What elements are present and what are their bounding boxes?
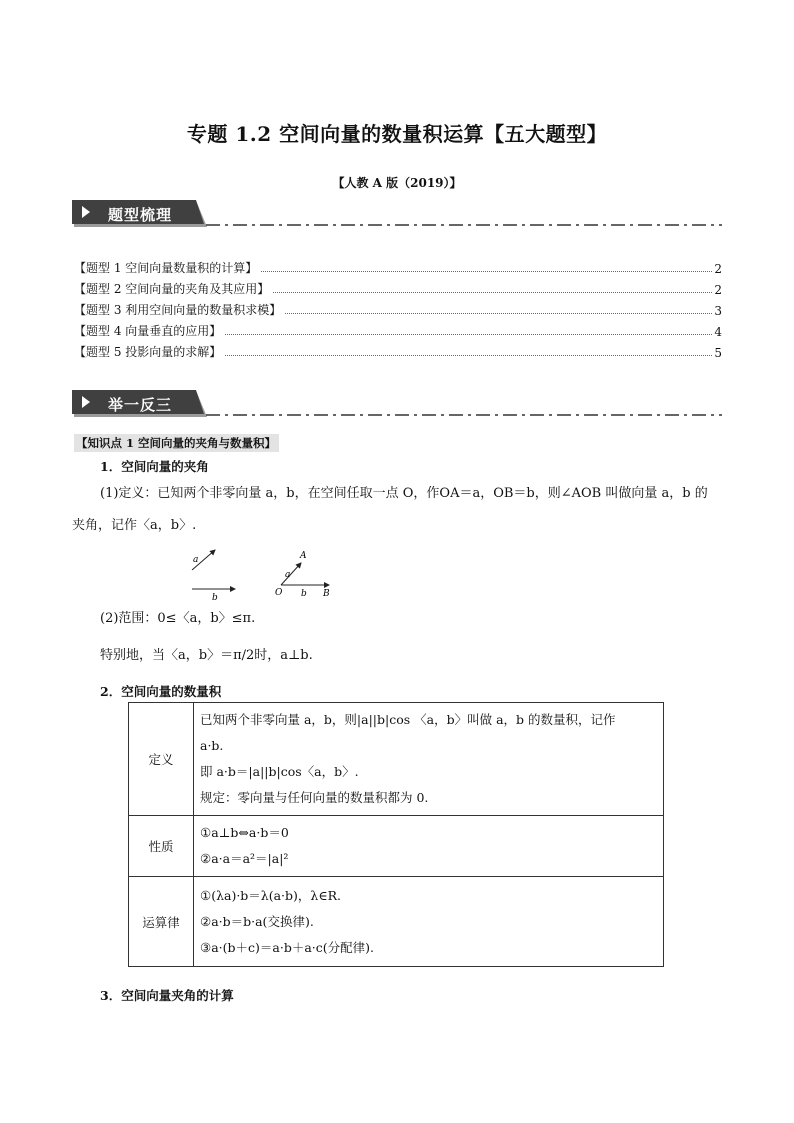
toc-page: 4 <box>714 325 722 339</box>
table-line: ②a·b＝b·a(交换律). <box>200 913 314 929</box>
table-row <box>129 816 664 877</box>
table-line: 规定：零向量与任何向量的数量积都为 0. <box>200 790 429 805</box>
table-key: 定义 <box>129 703 194 816</box>
table-value <box>194 816 664 877</box>
figure-label: B <box>323 589 330 599</box>
toc-page: 5 <box>714 346 722 360</box>
toc-label: 【题型 5 投影向量的求解】 <box>74 345 222 359</box>
table-line: 已知两个非零向量 a，b，则|a||b|cos 〈a，b〉叫做 a，b 的数量积，记作 <box>200 712 616 727</box>
table-line: ①a⊥b⇔a·b＝0 <box>200 825 289 840</box>
table-line: ③a·(b＋c)＝a·b＋a·c(分配律). <box>200 939 374 955</box>
section-heading: 1．空间向量的夹角 <box>100 459 209 474</box>
table-line: ②a·a＝a²＝|a|² <box>200 851 289 866</box>
figure-label: A <box>300 551 307 561</box>
toc-item[interactable] <box>74 321 722 339</box>
toc-leader <box>285 312 712 314</box>
range-text: (2)范围：0≤〈a，b〉≤π. <box>100 611 256 626</box>
document-title: 专题 1.2 空间向量的数量积运算【五大题型】 <box>186 122 608 146</box>
table-line: ①(λa)·b＝λ(a·b)，λ∈R. <box>200 887 341 903</box>
table-key: 运算律 <box>129 877 194 967</box>
toc-label: 【题型 1 空间向量数量积的计算】 <box>74 261 258 275</box>
section-heading: 2．空间向量的数量积 <box>100 684 222 699</box>
toc-leader <box>225 354 712 356</box>
special-case-text: 特别地，当〈a，b〉＝π/2时，a⊥b. <box>100 648 313 663</box>
toc-label: 【题型 2 空间向量的夹角及其应用】 <box>74 282 270 296</box>
knowledge-point-label: 【知识点 1 空间向量的夹角与数量积】 <box>74 434 279 452</box>
toc-item[interactable] <box>74 300 722 318</box>
figure-label: a <box>193 555 199 565</box>
angle-figure <box>185 545 345 603</box>
vector-OA-arrow <box>281 563 301 585</box>
definition-line: 夹角，记作〈a，b〉. <box>72 518 197 533</box>
table-value <box>194 877 664 967</box>
banner-label: 题型梳理 <box>108 206 173 224</box>
toc-item[interactable] <box>74 342 722 360</box>
table-line: a·b. <box>200 738 224 753</box>
table-line: 即 a·b＝|a||b|cos〈a，b〉. <box>200 764 359 779</box>
toc-leader <box>261 270 712 272</box>
section-heading: 3．空间向量夹角的计算 <box>100 988 234 1003</box>
figure-label: a <box>285 570 291 580</box>
document-subtitle: 【人教 A 版（2019）】 <box>332 176 462 190</box>
toc-leader <box>225 333 712 335</box>
table-row <box>129 703 664 816</box>
toc-page: 2 <box>714 283 722 297</box>
toc-item[interactable] <box>74 258 722 276</box>
toc-item[interactable] <box>74 279 722 297</box>
table-row <box>129 877 664 967</box>
section-banner-practice <box>72 390 722 420</box>
figure-label: b <box>212 593 218 603</box>
toc-label: 【题型 3 利用空间向量的数量积求模】 <box>74 303 282 317</box>
section-banner-toc <box>72 200 722 230</box>
table-key: 性质 <box>129 816 194 877</box>
toc-label: 【题型 4 向量垂直的应用】 <box>74 324 222 338</box>
definition-line: (1)定义：已知两个非零向量 a，b，在空间任取一点 O，作OA＝a，OB＝b，则∠AOB 叫做向量 a，b 的 <box>100 486 708 501</box>
table-value <box>194 703 664 816</box>
toc-page: 2 <box>714 262 722 276</box>
figure-label: b <box>301 589 307 599</box>
toc-leader <box>273 291 712 293</box>
banner-label: 举一反三 <box>108 396 173 414</box>
toc-page: 3 <box>714 304 722 318</box>
figure-label: O <box>275 588 283 598</box>
dot-product-table <box>128 702 664 967</box>
